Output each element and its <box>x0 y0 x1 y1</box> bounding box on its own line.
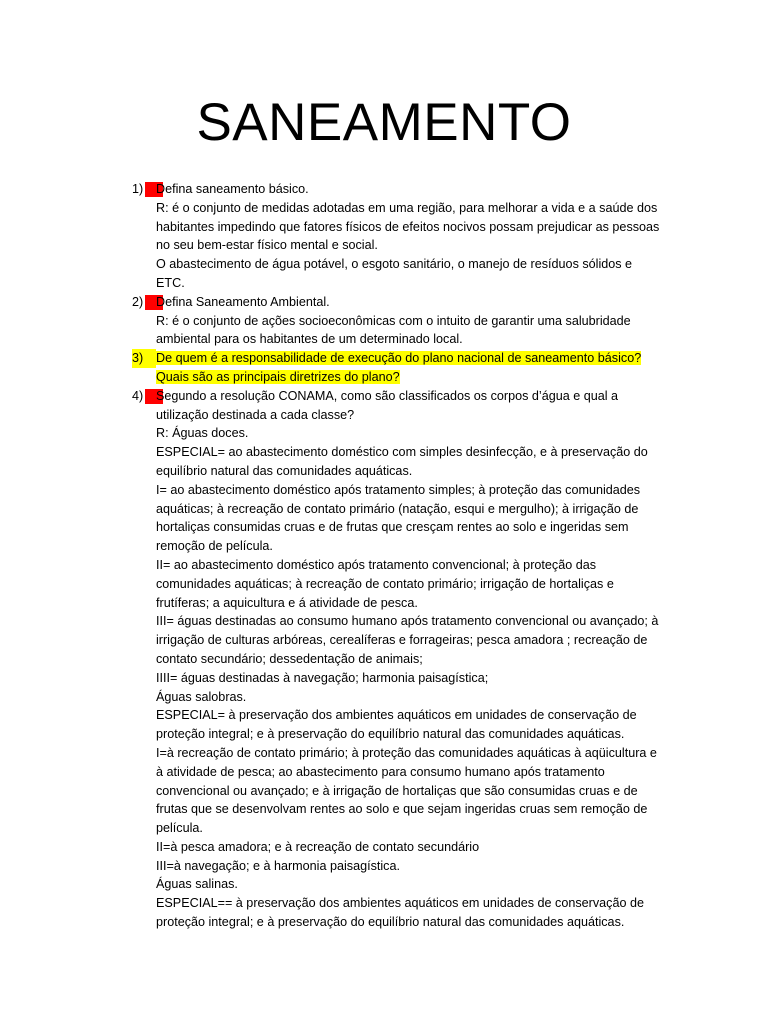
document-title: SANEAMENTO <box>196 93 572 152</box>
highlighted-question-line: Quais são as principais diretrizes do plano? <box>156 369 400 384</box>
highlighted-question-line: De quem é a responsabilidade de execução do plano nacional de saneamento básico? <box>156 351 642 366</box>
answer-paragraph: ESPECIAL== à preservação dos ambientes aquáticos em unidades de conservação de proteção integral; e à preservação do equilíbrio natural das comunidades aquáticas. <box>156 896 644 930</box>
item-number: 3) <box>132 349 156 368</box>
answer-paragraph: III=à navegação; e à harmonia paisagística. <box>156 858 400 873</box>
answer-paragraph: II=à pesca amadora; e à recreação de contato secundário <box>156 839 480 854</box>
list-item-2 <box>132 293 660 349</box>
answer-paragraph: R: é o conjunto de ações socioeconômicas com o intuito de garantir uma salubridade ambiental para os habitantes de um determinado local. <box>156 313 631 347</box>
answer-paragraph: R: Águas doces. <box>156 426 249 441</box>
question-text: Defina Saneamento Ambiental. <box>156 294 330 309</box>
item-number: 1) <box>132 182 144 196</box>
document-body <box>132 180 660 932</box>
question-text: Segundo a resolução CONAMA, como são classificados os corpos d’água e qual a utilização destinada a cada classe? <box>156 388 619 422</box>
answer-paragraph: III= águas destinadas ao consumo humano após tratamento convencional ou avançado; à irrigação de culturas arbóreas, cerealíferas e forrageiras; pesca amadora ; recreação de contato secundário; dessedentação de animais; <box>156 614 659 666</box>
list-item-3 <box>132 349 660 387</box>
answer-paragraph: I= ao abastecimento doméstico após tratamento simples; à proteção das comunidades aquáticas; à recreação de contato primário (natação, esqui e mergulho); à irrigação de hortaliças consumidas cruas e de frutas que cresçam rentes ao solo e ingeridas sem remoção de película. <box>156 482 641 554</box>
answer-paragraph: ESPECIAL= à preservação dos ambientes aquáticos em unidades de conservação de proteção integral; e à preservação do equilíbrio natural das comunidades aquáticas. <box>156 708 637 742</box>
answer-paragraph: ESPECIAL= ao abastecimento doméstico com simples desinfecção, e à preservação do equilíbrio natural das comunidades aquáticas. <box>156 445 648 478</box>
answer-paragraph: Águas salinas. <box>156 877 238 892</box>
answer-paragraph: II= ao abastecimento doméstico após tratamento convencional; à proteção das comunidades aquáticas; à recreação de contato primário; irrigação de hortaliças e frutíferas; a aquicultura e á atividade de pesca. <box>156 557 614 610</box>
list-item-4 <box>132 387 660 932</box>
answer-paragraph: IIII= águas destinadas à navegação; harmonia paisagística; <box>156 670 489 685</box>
item-number: 2) <box>132 294 144 309</box>
answer-paragraph: R: é o conjunto de medidas adotadas em uma região, para melhorar a vida e a saúde dos habitantes impedindo que fatores físicos de efeitos nocivos possam prejudicar as pessoas no seu bem-estar físico mental e social. <box>156 200 660 253</box>
answer-paragraph: O abastecimento de água potável, o esgoto sanitário, o manejo de resíduos sólidos e ETC. <box>156 257 633 290</box>
item-number: 4) <box>132 388 144 403</box>
answer-paragraph: Águas salobras. <box>156 689 247 704</box>
list-item-1 <box>132 180 660 293</box>
question-text: Defina saneamento básico. <box>156 182 309 196</box>
answer-paragraph: I=à recreação de contato primário; à proteção das comunidades aquáticas à aqüicultura e à atividade de pesca; ao abastecimento para consumo humano após tratamento convencional ou avançado; e à irrigação de hortaliças que são consumidas cruas e de frutas que se desenvolvam rentes ao solo e que sejam ingeridas cruas sem remoção de película. <box>156 745 657 836</box>
